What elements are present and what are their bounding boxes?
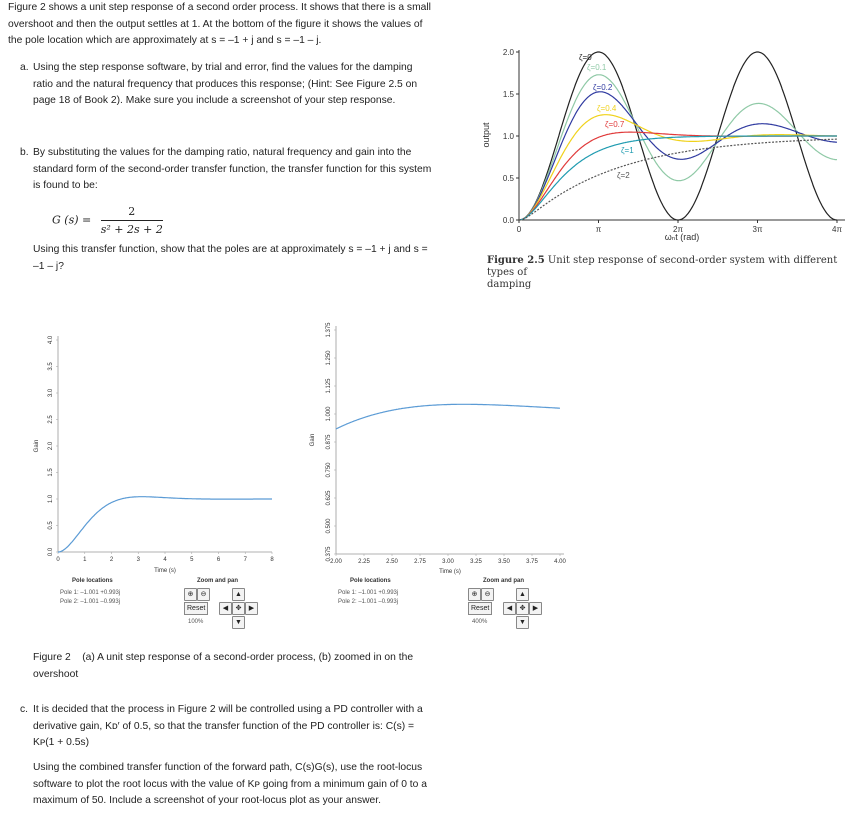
figure-2-5-ylabel: output: [481, 122, 491, 148]
question-b-followup: [33, 242, 443, 275]
y-tick-label: 1.000: [326, 406, 332, 422]
plot-b-zoom-title: Zoom and pan: [483, 578, 524, 584]
figure-2-5-caption-label: Figure 2.5: [487, 255, 545, 266]
equation-fraction: [101, 205, 163, 236]
question-c-line: derivative gain, Kᴅ′ of 0.5, so that the transfer function of the PD controller is: C(s) =: [33, 720, 415, 732]
equation-denominator: s² + 2s + 2: [100, 223, 163, 236]
question-a-line: ratio and the natural frequency that produces this response; (Hint: See Figure 2.5 on: [33, 78, 418, 90]
x-tick-label: 2: [109, 557, 114, 563]
x-tick-label: 2.50: [386, 559, 398, 565]
figure-2-caption: [33, 650, 453, 683]
plot-b-pole1: Pole 1: –1.001 +0.993j: [338, 590, 399, 596]
question-b-line: is found to be:: [33, 180, 98, 191]
curve-label-zeta1: ζ=1: [621, 146, 634, 155]
question-c: [20, 702, 438, 752]
plot-a-chart: [28, 328, 288, 576]
y-tick-label: 0.625: [326, 490, 332, 506]
x-tick-label: 2π: [673, 225, 683, 234]
response-curve-zeta2: [519, 139, 837, 220]
figure-2-caption-label: Figure 2: [33, 652, 71, 663]
pan-right-icon[interactable]: ▶: [529, 602, 542, 615]
y-tick-label: 1.375: [326, 322, 332, 338]
x-tick-label: 4π: [832, 225, 842, 234]
y-tick-label: 1.125: [326, 378, 332, 394]
plot-a-pole-title: Pole locations: [72, 578, 113, 584]
pan-center-icon[interactable]: ✥: [516, 602, 529, 615]
x-tick-label: 8: [270, 557, 274, 563]
plot-b-pole-title: Pole locations: [350, 578, 391, 584]
plot-a-zoom-panel: [180, 578, 270, 633]
figure-2-5-chart: [475, 40, 861, 250]
intro-line: Figure 2 shows a unit step response of a second order process. It shows that there is a small: [8, 2, 431, 13]
plot-b-response-curve: [336, 404, 560, 429]
y-tick-label: 2.0: [48, 441, 54, 451]
x-tick-label: 6: [216, 557, 221, 563]
curve-label-zeta02: ζ=0.2: [593, 83, 613, 92]
figure-2-5-curve-labels: [579, 53, 634, 180]
response-curve-zeta07: [519, 132, 837, 220]
plot-a-zoom-title: Zoom and pan: [197, 578, 238, 584]
x-tick-label: π: [595, 225, 602, 234]
plot-b-zoom-level: 400%: [472, 619, 488, 625]
y-tick-label: 1.0: [502, 132, 514, 141]
y-tick-label: 2.5: [48, 415, 54, 424]
x-tick-label: 7: [243, 557, 247, 563]
curve-label-zeta0: ζ=0: [579, 53, 592, 62]
y-tick-label: 0.5: [502, 174, 514, 183]
question-c-followup: [33, 760, 443, 810]
plot-a-pole1: Pole 1: –1.001 +0.993j: [60, 590, 121, 596]
x-tick-label: 2.75: [414, 559, 426, 565]
plot-a-pole-panel: [55, 578, 175, 618]
plot-a-pole2: Pole 2: –1.001 –0.993j: [60, 599, 121, 605]
x-tick-label: 3.00: [442, 559, 454, 565]
plot-a-ylabel: Gain: [34, 439, 40, 453]
response-curve-zeta1: [519, 136, 837, 220]
pan-down-icon[interactable]: ▼: [232, 616, 245, 629]
question-a-line: Using the step response software, by trial and error, find the values for the damping: [33, 62, 413, 73]
pan-left-icon[interactable]: ◀: [503, 602, 516, 615]
y-tick-label: 0.875: [326, 434, 332, 450]
question-b: [20, 145, 443, 195]
question-b-line: standard form of the second-order transfer function, the transfer function for this system: [33, 163, 432, 175]
plot-b-chart: [306, 318, 576, 576]
intro-line: the pole location which are approximately at s = –1 + j and s = –1 – j.: [8, 35, 322, 46]
question-b-line: By substituting the values for the damping ratio, natural frequency and gain into the: [33, 147, 412, 158]
x-tick-label: 3: [136, 557, 140, 563]
plot-b-pole2: Pole 2: –1.001 –0.993j: [338, 599, 399, 605]
y-tick-label: 0.500: [326, 518, 332, 534]
intro-line: overshoot and then the output settles at 1. At the bottom of the figure it shows the values of: [8, 18, 423, 30]
plot-a-zoom-level: 100%: [188, 619, 204, 625]
x-tick-label: 4: [163, 557, 167, 563]
reset-button[interactable]: Reset: [184, 602, 208, 615]
y-tick-label: 0.0: [502, 216, 514, 225]
plot-b-x-ticks: [330, 554, 566, 565]
plot-b-xlabel: Time (s): [439, 569, 461, 575]
intro-paragraph: [8, 0, 448, 50]
x-tick-label: 3.50: [498, 559, 510, 565]
plot-b-zoom-panel: [466, 578, 556, 633]
question-b-followup-line: –1 – j?: [33, 260, 64, 272]
figure-2-5-y-ticks: [503, 48, 519, 225]
x-tick-label: 0: [56, 557, 60, 563]
equation-numerator: 2: [101, 205, 163, 221]
pan-right-icon[interactable]: ▶: [245, 602, 258, 615]
x-tick-label: 3π: [752, 225, 763, 234]
y-tick-label: 4.0: [48, 335, 54, 345]
curve-label-zeta2: ζ=2: [617, 171, 630, 180]
y-tick-label: 3.5: [48, 362, 54, 371]
figure-2-5-curves: [519, 52, 837, 220]
curve-label-zeta04: ζ=0.4: [597, 104, 617, 113]
question-c-line: It is decided that the process in Figure 2 will be controlled using a PD controller with a: [33, 704, 423, 715]
y-tick-label: 1.5: [502, 90, 514, 99]
question-c-letter: c.: [20, 704, 29, 715]
question-c-followup-line: maximum of 50. Include a screenshot of your root-locus plot as your answer.: [33, 795, 381, 806]
x-tick-label: 2.00: [330, 559, 342, 565]
curve-label-zeta01: ζ=0.1: [587, 63, 607, 72]
reset-button[interactable]: Reset: [468, 602, 492, 615]
figure-2-caption-text: (a) A unit step response of a second-order process, (b) zoomed in on the: [82, 652, 414, 663]
x-tick-label: 5: [190, 557, 194, 563]
question-a: [20, 60, 433, 110]
plot-a-response-curve: [58, 497, 272, 552]
question-a-letter: a.: [20, 62, 29, 73]
question-a-line: page 18 of Book 2). Make sure you include a screenshot of your step response.: [33, 95, 396, 106]
y-tick-label: 1.0: [48, 494, 54, 504]
y-tick-label: 0.0: [48, 547, 54, 557]
question-c-followup-line: software to plot the root locus with the value of Kᴘ going from a minimum gain of 0 to a: [33, 778, 427, 790]
figure-2-5-caption-text: Unit step response of second-order system with different types of: [487, 255, 838, 278]
plot-a-y-ticks: [48, 335, 58, 556]
x-tick-label: 1: [83, 557, 87, 563]
zoom-in-icon[interactable]: ⊕: [184, 588, 197, 601]
x-tick-label: 3.25: [470, 559, 482, 565]
y-tick-label: 0.375: [326, 546, 332, 562]
y-tick-label: 2.0: [502, 48, 514, 57]
x-tick-label: 0: [516, 225, 522, 234]
zoom-in-icon[interactable]: ⊕: [468, 588, 481, 601]
figure-2-5-xlabel: ωₙt (rad): [664, 232, 700, 242]
y-tick-label: 1.250: [326, 350, 332, 366]
plot-b-ylabel: Gain: [310, 433, 316, 447]
transfer-function-equation: [52, 205, 163, 236]
equation-lhs: G (s) =: [52, 213, 92, 227]
y-tick-label: 1.5: [48, 468, 54, 477]
question-c-followup-line: Using the combined transfer function of the forward path, C(s)G(s), use the root-locus: [33, 762, 423, 773]
pan-up-icon[interactable]: ▲: [516, 588, 529, 601]
zoom-out-icon[interactable]: ⊖: [197, 588, 210, 601]
x-tick-label: 2.25: [358, 559, 370, 565]
curve-label-zeta07: ζ=0.7: [605, 120, 625, 129]
pan-left-icon[interactable]: ◀: [219, 602, 232, 615]
plot-b-pole-panel: [333, 578, 453, 618]
question-b-letter: b.: [20, 147, 29, 158]
plot-a-x-ticks: [56, 552, 274, 563]
x-tick-label: 4.00: [554, 559, 566, 565]
pan-down-icon[interactable]: ▼: [516, 616, 529, 629]
question-b-followup-line: Using this transfer function, show that the poles are at approximately s = –1 + j and s =: [33, 244, 428, 255]
y-tick-label: 0.750: [326, 462, 332, 478]
pan-up-icon[interactable]: ▲: [232, 588, 245, 601]
y-tick-label: 0.5: [48, 521, 54, 530]
question-c-line: Kᴘ(1 + 0.5s): [33, 737, 90, 748]
figure-2-5-caption: [487, 255, 861, 291]
figure-2-5-caption-text2: damping: [487, 279, 532, 290]
pan-center-icon[interactable]: ✥: [232, 602, 245, 615]
y-tick-label: 3.0: [48, 388, 54, 398]
x-tick-label: 3.75: [526, 559, 538, 565]
plot-b-y-ticks: [326, 322, 336, 562]
plot-a-xlabel: Time (s): [154, 568, 176, 574]
zoom-out-icon[interactable]: ⊖: [481, 588, 494, 601]
figure-2-caption-text2: overshoot: [33, 668, 79, 680]
